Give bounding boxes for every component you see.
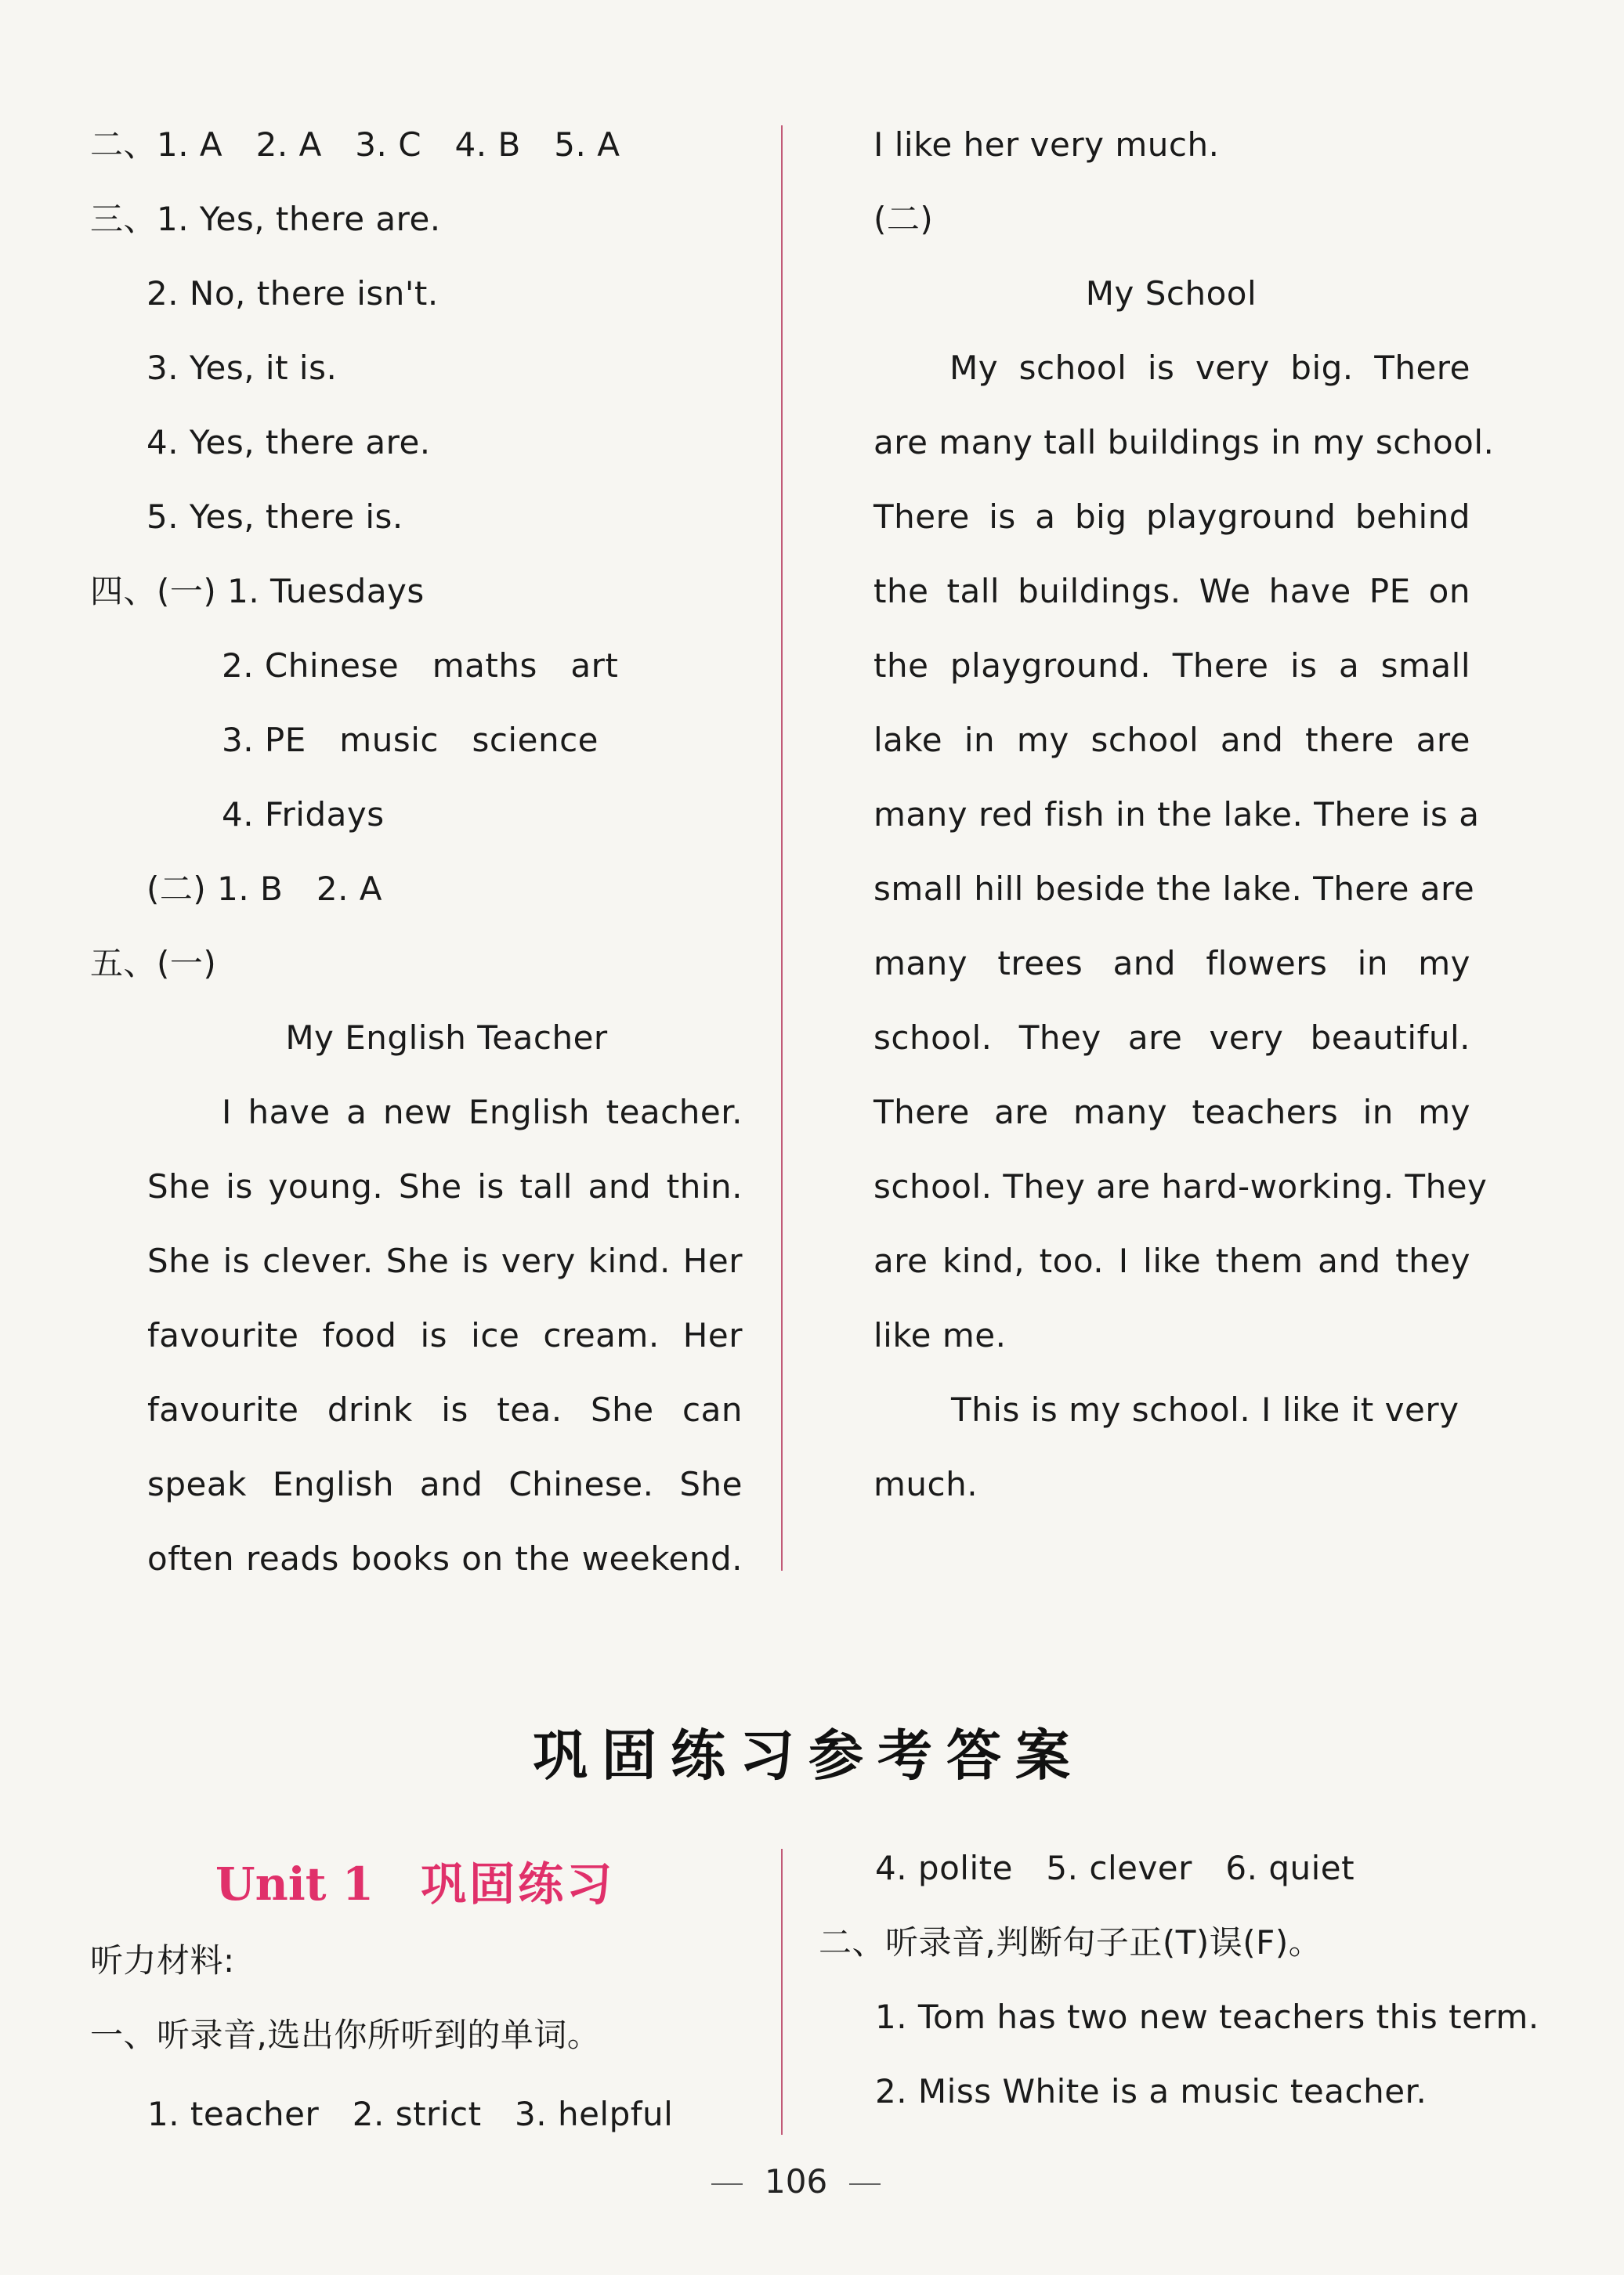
answer-section-3-item: 5. Yes, there is.: [146, 497, 403, 536]
essay-line: school. They are hard-working. They: [873, 1167, 1488, 1206]
question-2-label: 二、听录音,判断句子正(T)误(F)。: [819, 1923, 1322, 1962]
page-number: 106: [689, 2162, 902, 2201]
answer-section-4-part2: (二) 1. B 2. A: [146, 870, 383, 908]
essay-line: are many tall buildings in my school.: [873, 423, 1495, 461]
unit-title: Unit 1: [215, 1857, 374, 1911]
essay-line: like me.: [873, 1316, 1007, 1355]
question-1-words: 1. teacher 2. strict 3. helpful: [147, 2095, 674, 2133]
essay-title: My English Teacher: [285, 1018, 608, 1057]
answer-section-3-item: 2. No, there isn't.: [146, 274, 439, 313]
unit-subtitle: 巩固练习: [421, 1857, 616, 1911]
essay-line: This is my school. I like it very: [951, 1391, 1459, 1429]
section-title: 巩固练习参考答案: [533, 1723, 1084, 1788]
answer-section-3-head: 三、1. Yes, there are.: [90, 200, 441, 238]
answer-section-3-item: 4. Yes, there are.: [146, 423, 431, 461]
question-1-words: 4. polite 5. clever 6. quiet: [875, 1849, 1355, 1887]
essay-line: many red fish in the lake. There is a: [873, 795, 1480, 834]
essay-line: much.: [873, 1465, 978, 1503]
essay-title: My School: [1085, 274, 1257, 313]
essay-line: She is clever. She is very kind. Her: [147, 1242, 743, 1280]
answer-section-4-head: 四、(一) 1. Tuesdays: [90, 572, 425, 610]
answer-section-3-item: 3. Yes, it is.: [146, 349, 338, 387]
part-label: (二): [873, 200, 934, 238]
essay-line: My school is very big. There: [949, 349, 1470, 387]
listening-label: 听力材料:: [90, 1941, 235, 1980]
essay-line: the playground. There is a small: [873, 646, 1470, 685]
answer-section-4-item: 3. PE music science: [222, 721, 599, 759]
column-divider: [781, 1849, 783, 2135]
essay-line: She is young. She is tall and thin.: [147, 1167, 743, 1206]
answer-section-4-item: 2. Chinese maths art: [222, 646, 619, 685]
page-number-dash: [849, 2183, 881, 2185]
essay-line: many trees and flowers in my: [873, 944, 1470, 982]
question-1-label: 一、听录音,选出你所听到的单词。: [90, 2016, 601, 2054]
essay-line: are kind, too. I like them and they: [873, 1242, 1470, 1280]
essay-line: the tall buildings. We have PE on: [873, 572, 1470, 610]
column-divider: [781, 125, 783, 1571]
essay-line: There is a big playground behind: [873, 497, 1470, 536]
answer-section-4-item: 4. Fridays: [222, 795, 385, 834]
answer-section-5-head: 五、(一): [90, 944, 217, 982]
essay-line: small hill beside the lake. There are: [873, 870, 1475, 908]
page-number-dash: [711, 2183, 743, 2185]
question-2-item: 1. Tom has two new teachers this term.: [875, 1998, 1539, 2036]
essay-line: lake in my school and there are: [873, 721, 1470, 759]
essay-line: favourite drink is tea. She can: [147, 1391, 743, 1429]
answer-section-2: 二、1. A 2. A 3. C 4. B 5. A: [90, 125, 620, 164]
essay-line: school. They are very beautiful.: [873, 1018, 1470, 1057]
essay-line: often reads books on the weekend.: [147, 1539, 743, 1578]
essay-line: speak English and Chinese. She: [147, 1465, 743, 1503]
essay-line: There are many teachers in my: [873, 1093, 1470, 1131]
essay-line: favourite food is ice cream. Her: [147, 1316, 743, 1355]
unit-heading: [215, 1847, 615, 1913]
essay-ending: I like her very much.: [873, 125, 1220, 164]
essay-line: I have a new English teacher.: [222, 1093, 743, 1131]
question-2-item: 2. Miss White is a music teacher.: [875, 2072, 1427, 2110]
